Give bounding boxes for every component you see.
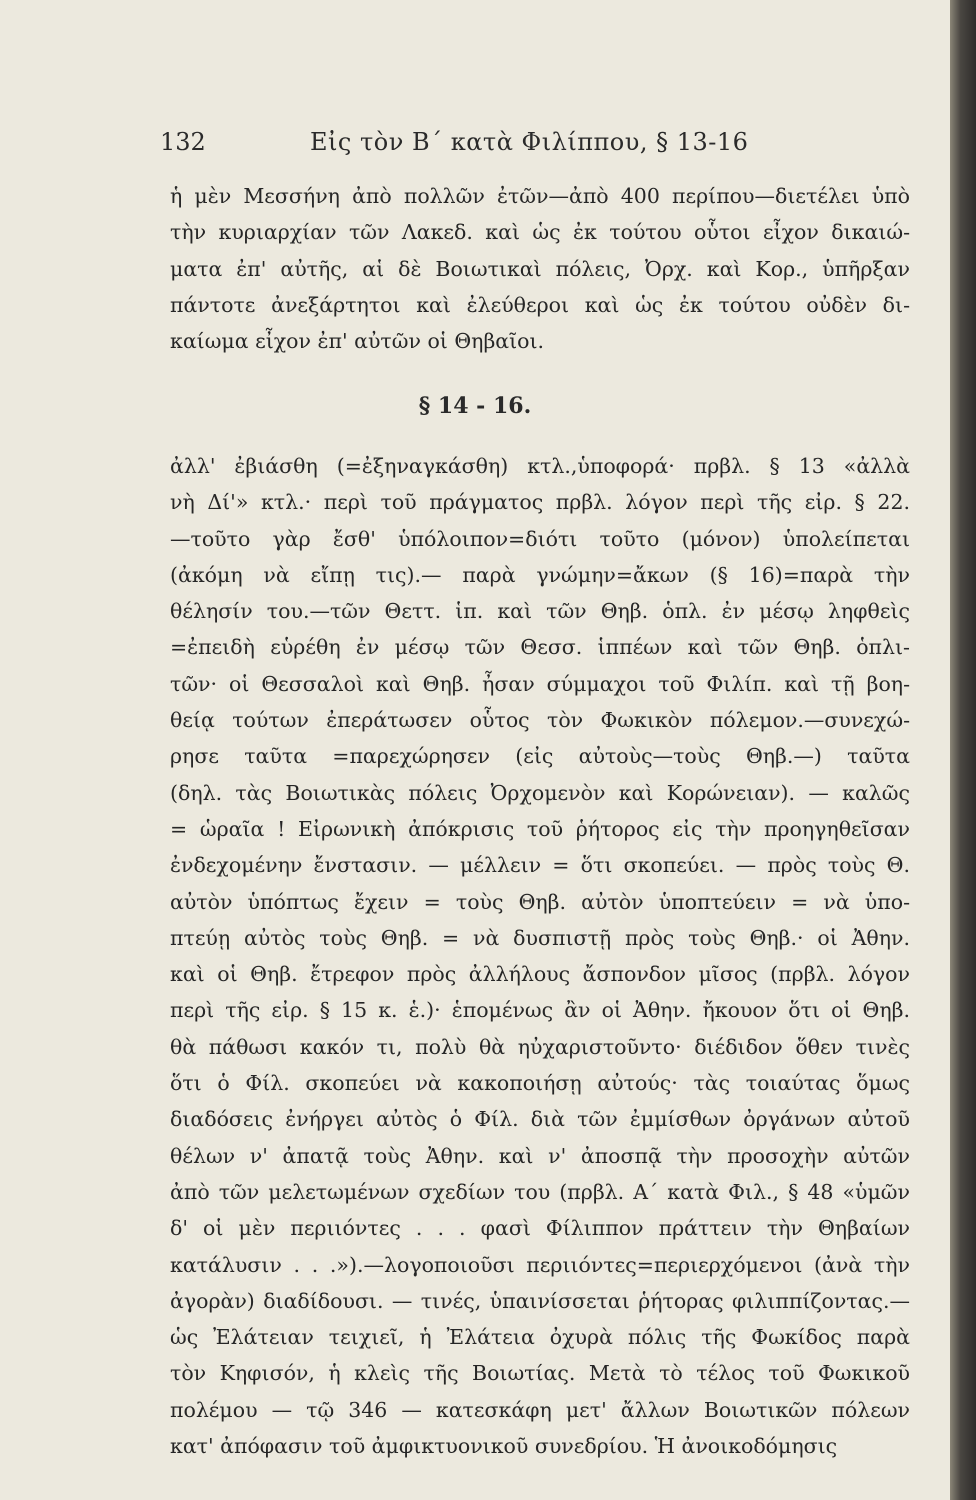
text-line: ἡ μὲν Μεσσήνη ἀπὸ πολλῶν ἐτῶν—ἀπὸ 400 περίπου—διετέλει ὑπὸ bbox=[170, 184, 910, 208]
text-line: —τοῦτο γὰρ ἔσθ' ὑπόλοιπον=διότι τοῦτο (μόνον) ὑπολείπεται bbox=[170, 526, 910, 551]
text-line: πτεύῃ αὐτὸς τοὺς Θηβ. = νὰ δυσπιστῇ πρὸς τοὺς Θηβ.· οἱ Ἀθην. bbox=[170, 925, 910, 950]
text-line: τὸν Κηφισόν, ἡ κλεὶς τῆς Βοιωτίας. Μετὰ τὸ τέλος τοῦ Φωκικοῦ bbox=[170, 1361, 910, 1386]
text-line: ρησε ταῦτα =παρεχώρησεν (εἰς αὐτοὺς—τοὺς Θηβ.—) ταῦτα bbox=[170, 744, 910, 769]
text-line: τὴν κυριαρχίαν τῶν Λακεδ. καὶ ὡς ἐκ τούτου οὗτοι εἶχον δικαιώ- bbox=[170, 220, 910, 245]
running-head bbox=[160, 128, 760, 168]
text-line: κατ' ἀπόφασιν τοῦ ἀμφικτυονικοῦ συνεδρίου. Ἡ ἀνοικοδόμησις bbox=[170, 1434, 838, 1459]
text-line: πάντοτε ἀνεξάρτητοι καὶ ἐλεύθεροι καὶ ὡς ἐκ τούτου οὐδὲν δι- bbox=[170, 292, 910, 317]
text-line: περὶ τῆς εἰρ. § 15 κ. ἑ.)· ἑπομένως ἂν οἱ Ἀθην. ἤκουον ὅτι οἱ Θηβ. bbox=[170, 998, 910, 1023]
text-line: αὐτὸν ὑπόπτως ἔχειν = τοὺς Θηβ. αὐτὸν ὑποπτεύειν = νὰ ὑπο- bbox=[170, 889, 910, 914]
section-heading: § 14 - 16. bbox=[418, 393, 532, 419]
text-line: θὰ πάθωσι κακόν τι, πολὺ θὰ ηὐχαριστοῦντο· διέδιδον ὅθεν τινὲς bbox=[170, 1034, 910, 1059]
text-line: ὅτι ὁ Φίλ. σκοπεύει νὰ κακοποιήσῃ αὐτούς· τὰς τοιαύτας ὅμως bbox=[170, 1071, 910, 1096]
paragraph-1 bbox=[170, 178, 910, 359]
text-line: νὴ Δί'» κτλ.· περὶ τοῦ πράγματος πρβλ. λόγον περὶ τῆς εἰρ. § 22. bbox=[170, 490, 910, 515]
text-line: ἀλλ' ἐβιάσθη (=ἐξηναγκάσθη) κτλ.,ὑποφορά· πρβλ. § 13 «ἀλλὰ bbox=[170, 454, 910, 478]
text-line: κατάλυσιν . . .»).—λογοποιοῦσι περιιόντες=περιερχόμενοι (ἀνὰ τὴν bbox=[170, 1252, 910, 1277]
text-line: πολέμου — τῷ 346 — κατεσκάφη μετ' ἄλλων Βοιωτικῶν πόλεων bbox=[170, 1397, 910, 1422]
text-line: ἀγορὰν) διαδίδουσι. — τινές, ὑπαινίσσεται ῥήτορας φιλιππίζοντας.— bbox=[170, 1288, 910, 1313]
text-line: θέλων ν' ἀπατᾷ τοὺς Ἀθην. καὶ ν' ἀποσπᾷ τὴν προσοχὴν αὐτῶν bbox=[170, 1143, 910, 1168]
page-number: 132 bbox=[160, 128, 206, 156]
text-line: δ' οἱ μὲν περιιόντες . . . φασὶ Φίλιππον πράττειν τὴν Θηβαίων bbox=[170, 1216, 910, 1241]
book-edge bbox=[950, 0, 976, 1500]
running-title: Εἰς τὸν Β΄ κατὰ Φιλίππου, § 13-16 bbox=[310, 128, 749, 156]
text-line: διαδόσεις ἐνήργει αὐτὸς ὁ Φίλ. διὰ τῶν ἐμμίσθων ὀργάνων αὐτοῦ bbox=[170, 1107, 910, 1132]
text-line: καὶ οἱ Θηβ. ἔτρεφον πρὸς ἀλλήλους ἄσπονδον μῖσος (πρβλ. λόγον bbox=[170, 962, 910, 987]
text-line: (δηλ. τὰς Βοιωτικὰς πόλεις Ὀρχομενὸν καὶ Κορώνειαν). — καλῶς bbox=[170, 780, 910, 805]
text-line: ἐνδεχομένην ἔνστασιν. — μέλλειν = ὅτι σκοπεύει. — πρὸς τοὺς Θ. bbox=[170, 853, 910, 878]
text-line: καίωμα εἶχον ἐπ' αὐτῶν οἱ Θηβαῖοι. bbox=[170, 329, 545, 354]
text-line: ἀπὸ τῶν μελετωμένων σχεδίων του (πρβλ. Α΄ κατὰ Φιλ., § 48 «ὑμῶν bbox=[170, 1179, 910, 1204]
text-line: ὡς Ἐλάτειαν τειχιεῖ, ἡ Ἐλάτεια ὀχυρὰ πόλις τῆς Φωκίδος παρὰ bbox=[170, 1325, 910, 1350]
text-line: τῶν· οἱ Θεσσαλοὶ καὶ Θηβ. ἦσαν σύμμαχοι τοῦ Φιλίπ. καὶ τῇ βοη- bbox=[170, 671, 910, 696]
text-line: ματα ἐπ' αὐτῆς, αἱ δὲ Βοιωτικαὶ πόλεις, Ὀρχ. καὶ Κορ., ὑπῆρξαν bbox=[170, 256, 910, 281]
text-line: θέλησίν του.—τῶν Θεττ. ἱπ. καὶ τῶν Θηβ. ὁπλ. ἐν μέσῳ ληφθεὶς bbox=[170, 599, 910, 624]
text-line: (ἀκόμη νὰ εἴπῃ τις).— παρὰ γνώμην=ἄκων (§ 16)=παρὰ τὴν bbox=[170, 562, 910, 587]
text-line: =ἐπειδὴ εὑρέθη ἐν μέσῳ τῶν Θεσσ. ἱππέων καὶ τῶν Θηβ. ὁπλι- bbox=[170, 635, 910, 660]
text-line: = ὡραῖα ! Εἰρωνικὴ ἀπόκρισις τοῦ ῥήτορος εἰς τὴν προηγηθεῖσαν bbox=[170, 816, 910, 841]
text-line: θείᾳ τούτων ἐπεράτωσεν οὗτος τὸν Φωκικὸν πόλεμον.—συνεχώ- bbox=[170, 708, 910, 733]
paragraph-2 bbox=[170, 448, 910, 1464]
